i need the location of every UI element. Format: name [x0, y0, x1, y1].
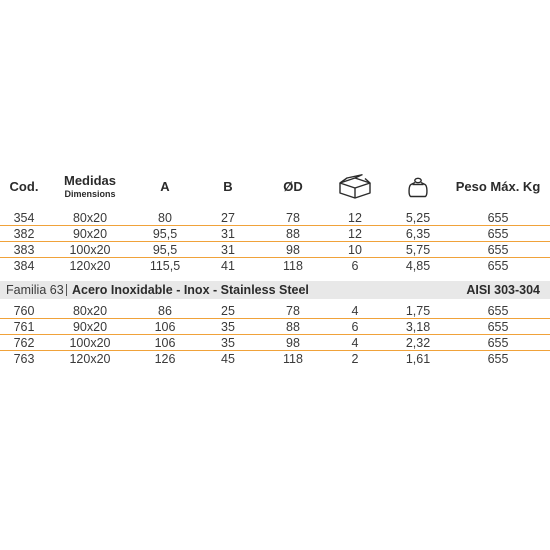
cell-diameter: 78 — [286, 211, 300, 225]
cell-weight: 2,32 — [405, 336, 431, 350]
cell-box: 4 — [351, 304, 359, 318]
cell-weight: 6,35 — [405, 227, 431, 241]
header-medidas-label: Medidas — [63, 173, 116, 188]
cell-box: 4 — [351, 336, 359, 350]
table-row — [0, 242, 550, 258]
cell-box: 12 — [348, 227, 362, 241]
cell-peso: 655 — [487, 320, 509, 334]
cell-a: 80 — [158, 211, 172, 225]
header-weight — [390, 172, 446, 202]
cell-peso: 655 — [487, 211, 509, 225]
family-divider — [66, 284, 67, 296]
cell-cod: 354 — [13, 211, 35, 225]
cell-weight: 5,75 — [405, 243, 431, 257]
group-2-rows — [0, 303, 550, 367]
cell-a: 95,5 — [152, 243, 178, 257]
cell-cod: 384 — [13, 259, 35, 273]
cell-weight: 1,61 — [405, 352, 431, 366]
table-row — [0, 303, 550, 319]
cell-box: 6 — [351, 259, 359, 273]
cell-peso: 655 — [487, 304, 509, 318]
cell-b: 31 — [221, 227, 235, 241]
header-diameter: ØD — [283, 179, 303, 194]
group-1-rows — [0, 210, 550, 274]
table-header — [0, 172, 550, 202]
cell-b: 45 — [221, 352, 235, 366]
cell-cod: 760 — [13, 304, 35, 318]
cell-medidas: 120x20 — [69, 352, 111, 366]
cell-medidas: 100x20 — [69, 243, 111, 257]
header-cod: Cod. — [9, 179, 39, 194]
header-b: B — [223, 179, 233, 194]
table-row — [0, 226, 550, 242]
cell-diameter: 88 — [286, 320, 300, 334]
cell-medidas: 80x20 — [72, 211, 108, 225]
cell-diameter: 88 — [286, 227, 300, 241]
cell-diameter: 98 — [286, 243, 300, 257]
cell-peso: 655 — [487, 336, 509, 350]
cell-box: 10 — [348, 243, 362, 257]
cell-cod: 763 — [13, 352, 35, 366]
cell-b: 25 — [221, 304, 235, 318]
table-row — [0, 210, 550, 226]
header-peso: Peso Máx. Kg — [455, 179, 541, 194]
cell-cod: 761 — [13, 320, 35, 334]
cell-cod: 382 — [13, 227, 35, 241]
header-dimensions-label: Dimensions — [64, 189, 116, 199]
cell-b: 41 — [221, 259, 235, 273]
weight-icon — [406, 175, 430, 199]
cell-b: 27 — [221, 211, 235, 225]
cell-medidas: 90x20 — [72, 227, 108, 241]
cell-box: 12 — [348, 211, 362, 225]
cell-peso: 655 — [487, 227, 509, 241]
cell-weight: 5,25 — [405, 211, 431, 225]
box-icon — [337, 174, 373, 200]
cell-b: 35 — [221, 336, 235, 350]
table-row — [0, 351, 550, 367]
family-bar — [0, 281, 550, 299]
cell-b: 35 — [221, 320, 235, 334]
cell-a: 106 — [154, 320, 176, 334]
cell-b: 31 — [221, 243, 235, 257]
cell-box: 2 — [351, 352, 359, 366]
cell-weight: 3,18 — [405, 320, 431, 334]
cell-peso: 655 — [487, 259, 509, 273]
family-aisi: AISI 303-304 — [466, 283, 540, 297]
cell-medidas: 90x20 — [72, 320, 108, 334]
cell-a: 115,5 — [149, 259, 181, 273]
cell-cod: 762 — [13, 336, 35, 350]
cell-medidas: 100x20 — [69, 336, 111, 350]
cell-diameter: 118 — [283, 259, 303, 273]
header-medidas — [55, 172, 125, 202]
family-title: Acero Inoxidable - Inox - Stainless Steel — [72, 283, 309, 297]
cell-a: 95,5 — [152, 227, 178, 241]
cell-a: 106 — [154, 336, 176, 350]
table-row — [0, 258, 550, 274]
cell-peso: 655 — [487, 352, 509, 366]
header-box — [328, 172, 382, 202]
cell-diameter: 118 — [283, 352, 303, 366]
cell-box: 6 — [351, 320, 359, 334]
cell-diameter: 78 — [286, 304, 300, 318]
cell-cod: 383 — [13, 243, 35, 257]
cell-diameter: 98 — [286, 336, 300, 350]
cell-a: 86 — [158, 304, 172, 318]
table-row — [0, 335, 550, 351]
cell-medidas: 80x20 — [72, 304, 108, 318]
cell-medidas: 120x20 — [69, 259, 111, 273]
cell-a: 126 — [154, 352, 176, 366]
cell-weight: 1,75 — [405, 304, 431, 318]
header-a: A — [160, 179, 170, 194]
cell-peso: 655 — [487, 243, 509, 257]
cell-weight: 4,85 — [405, 259, 431, 273]
table-row — [0, 319, 550, 335]
family-label: Familia 63 — [6, 283, 64, 297]
